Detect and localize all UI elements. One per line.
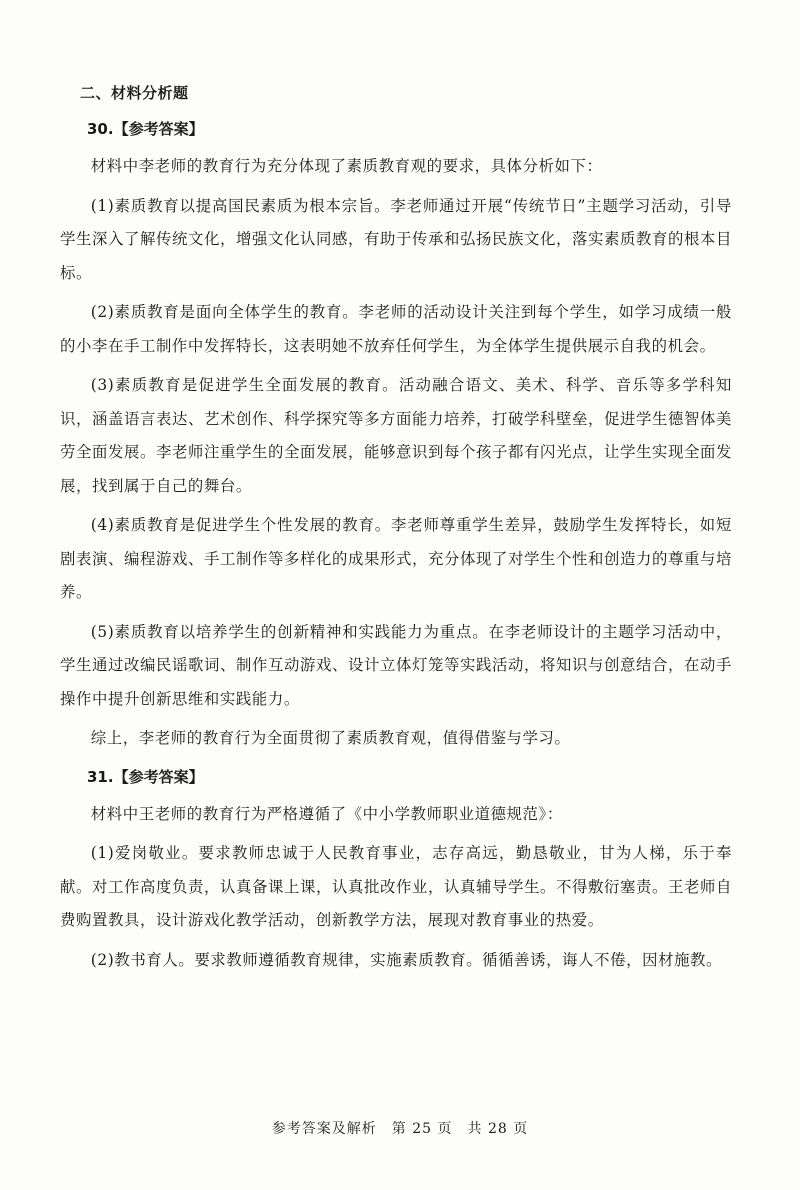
q30-point-3: (3)素质教育是促进学生全面发展的教育。活动融合语文、美术、科学、音乐等多学科知识，涵盖语言表达、艺术创作、科学探究等多方面能力培养，打破学科壁垒，促进学生德智体美劳全面发展。李老师注重学生的全面发展，能够意识到每个孩子都有闪光点，让学生实现全面发展，找到属于自己的舞台。 — [60, 376, 732, 495]
q31-point-2: (2)教书育人。要求教师遵循教育规律，实施素质教育。循循善诱，诲人不倦，因材施教。 — [90, 950, 723, 969]
q31-point-1: (1)爱岗敬业。要求教师忠诚于人民教育事业，志存高远，勤恳敬业，甘为人梯，乐于奉献。对工作高度负责，认真备课上课，认真批改作业，认真辅导学生。不得敷衍塞责。王老师自费购置教具，设计游戏化教学活动，创新教学方法，展现对教育事业的热爱。 — [60, 844, 732, 929]
q30-point-4: (4)素质教育是促进学生个性发展的教育。李老师尊重学生差异，鼓励学生发挥特长，如短剧表演、编程游戏、手工制作等多样化的成果形式，充分体现了对学生个性和创造力的尊重与培养。 — [60, 516, 732, 601]
q30-point-5: (5)素质教育以培养学生的创新精神和实践能力为重点。在李老师设计的主题学习活动中，学生通过改编民谣歌词、制作互动游戏、设计立体灯笼等实践活动，将知识与创意结合，在动手操作中提升创新思维和实践能力。 — [60, 622, 732, 708]
page-content — [60, 78, 732, 983]
q30-point-1: (1)素质教育以提高国民素质为根本宗旨。李老师通过开展“传统节日”主题学习活动，引导学生深入了解传统文化，增强文化认同感，有助于传承和弘扬民族文化，落实素质教育的根本目标。 — [60, 196, 732, 282]
q31-intro: 材料中王老师的教育行为严格遵循了《中小学教师职业道德规范》： — [90, 804, 563, 823]
q30-intro: 材料中李老师的教育行为充分体现了素质教育观的要求，具体分析如下： — [90, 157, 603, 175]
section-title: 二、材料分析题 — [80, 84, 189, 102]
q30-point-2: (2)素质教育是面向全体学生的教育。李老师的活动设计关注到每个学生，如学习成绩一般的小李在手工制作中发挥特长，这表明她不放弃任何学生，为全体学生提供展示自我的机会。 — [60, 303, 732, 355]
question-31-heading: 31.【参考答案】 — [87, 767, 204, 786]
page-footer: 参考答案及解析 第 25 页 共 28 页 — [271, 1121, 529, 1137]
question-30-heading: 30.【参考答案】 — [87, 120, 204, 138]
q30-conclusion: 综上，李老师的教育行为全面贯彻了素质教育观，值得借鉴与学习。 — [90, 729, 571, 747]
